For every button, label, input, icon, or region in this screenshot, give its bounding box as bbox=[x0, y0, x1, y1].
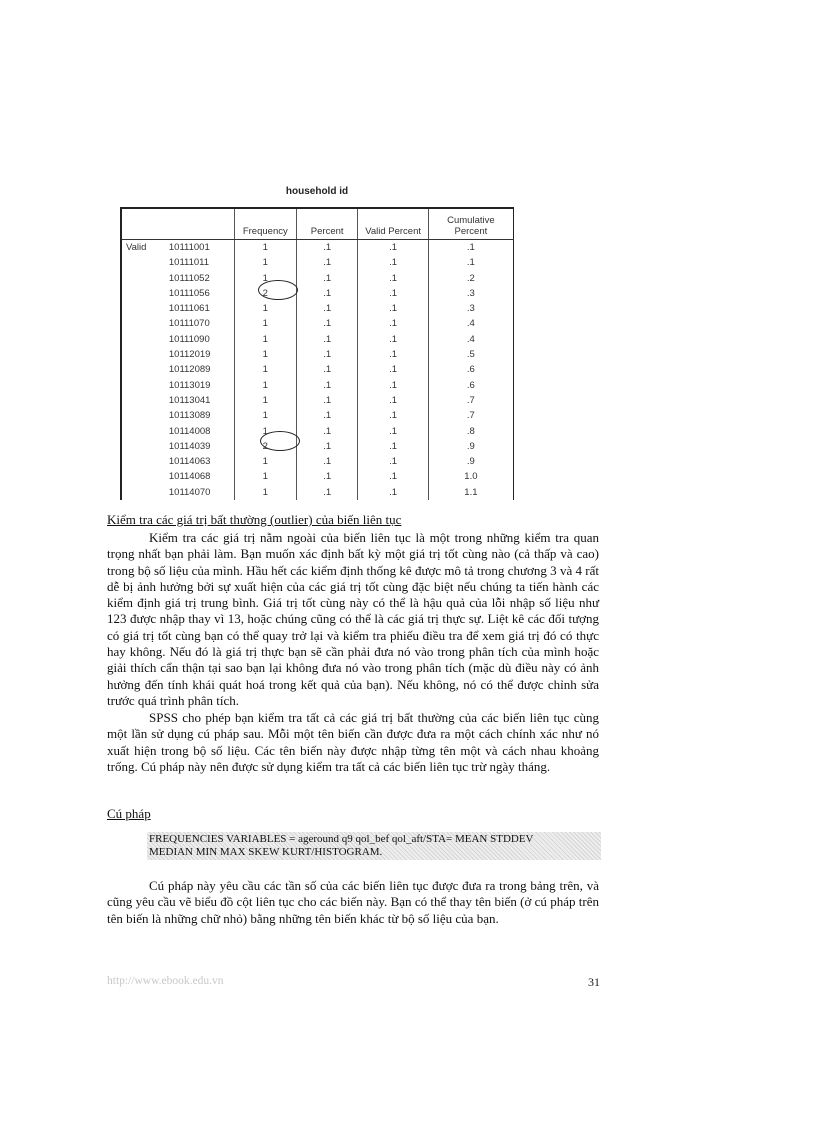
valid-percent-cell: .1 bbox=[358, 408, 428, 423]
household-id-cell: 10113041 bbox=[168, 394, 211, 406]
table-row bbox=[121, 271, 514, 286]
table-row bbox=[121, 347, 514, 362]
cumulative-percent-cell: .5 bbox=[428, 347, 513, 362]
valid-percent-cell: .1 bbox=[358, 454, 428, 469]
valid-percent-cell: .1 bbox=[358, 316, 428, 331]
cumulative-percent-cell: .3 bbox=[428, 286, 513, 301]
valid-percent-cell: .1 bbox=[358, 485, 428, 500]
household-id-cell: 10114068 bbox=[168, 471, 211, 483]
table-title: household id bbox=[285, 186, 349, 197]
footer-url: http://www.ebook.edu.vn bbox=[107, 975, 224, 987]
table-row bbox=[121, 454, 514, 469]
frequency-cell: 1 bbox=[234, 393, 296, 408]
percent-cell: .1 bbox=[296, 439, 358, 454]
frequency-cell: 1 bbox=[234, 271, 296, 286]
table-row bbox=[121, 424, 514, 439]
valid-percent-cell: .1 bbox=[358, 439, 428, 454]
circle-annotation bbox=[260, 431, 300, 451]
percent-cell: .1 bbox=[296, 454, 358, 469]
frequency-table bbox=[120, 207, 514, 500]
percent-cell: .1 bbox=[296, 362, 358, 377]
cumulative-percent-cell: .4 bbox=[428, 316, 513, 331]
row-label bbox=[121, 469, 169, 484]
percent-cell: .1 bbox=[296, 286, 358, 301]
household-id-cell: 10114008 bbox=[168, 425, 211, 437]
header-valid-percent: Valid Percent bbox=[358, 208, 428, 240]
code-line: FREQUENCIES VARIABLES = ageround q9 qol_bef qol_aft/STA= MEAN STDDEV bbox=[149, 833, 534, 845]
household-id-cell: 10114063 bbox=[168, 456, 211, 468]
row-label bbox=[121, 393, 169, 408]
frequency-cell: 1 bbox=[234, 316, 296, 331]
frequency-table-figure bbox=[120, 186, 514, 498]
valid-percent-cell: .1 bbox=[358, 301, 428, 316]
percent-cell: .1 bbox=[296, 301, 358, 316]
frequency-cell: 1 bbox=[234, 454, 296, 469]
table-row bbox=[121, 378, 514, 393]
table-row bbox=[121, 485, 514, 500]
row-label: Valid bbox=[121, 240, 169, 256]
paragraph-spss-check: SPSS cho phép bạn kiểm tra tất cả các giá trị bất thường của các biến liên tục cùng một lần sử dụng cú pháp sau. Mỗi một tên biến cần được đưa ra một cách chính xác như nó xuất hiện trong bộ số liệu. Các tên biến này được nhập từng tên một và cách nhau khoảng trống. Cú pháp này nên được sử dụng kiểm tra tất cả các biến liên tục trừ ngày tháng. bbox=[107, 710, 599, 774]
household-id-cell: 10111090 bbox=[168, 333, 210, 345]
table-row bbox=[121, 408, 514, 423]
percent-cell: .1 bbox=[296, 469, 358, 484]
frequency-cell: 1 bbox=[234, 301, 296, 316]
percent-cell: .1 bbox=[296, 271, 358, 286]
household-id-cell: 10111011 bbox=[168, 257, 210, 269]
table-row bbox=[121, 301, 514, 316]
percent-cell: .1 bbox=[296, 255, 358, 270]
row-label bbox=[121, 255, 169, 270]
table-row bbox=[121, 286, 514, 301]
percent-cell: .1 bbox=[296, 485, 358, 500]
percent-cell: .1 bbox=[296, 424, 358, 439]
paragraph-syntax-explanation: Cú pháp này yêu cầu các tần số của các biến liên tục được đưa ra trong bảng trên, và cũng yêu cầu vẽ biểu đồ cột liên tục cho các biến này. Bạn có thể thay tên biến (ở cú pháp trên tên biến là những chữ nhỏ) bằng những tên biến khác từ bộ số liệu của bạn. bbox=[107, 878, 599, 926]
percent-cell: .1 bbox=[296, 393, 358, 408]
cumulative-percent-cell: .6 bbox=[428, 378, 513, 393]
cumulative-percent-cell: .7 bbox=[428, 393, 513, 408]
valid-percent-cell: .1 bbox=[358, 271, 428, 286]
household-id-cell: 10112089 bbox=[168, 364, 211, 376]
valid-percent-cell: .1 bbox=[358, 347, 428, 362]
household-id-cell: 10111061 bbox=[168, 303, 210, 315]
cumulative-percent-cell: 1.1 bbox=[428, 485, 513, 500]
cumulative-percent-cell: .9 bbox=[428, 439, 513, 454]
frequency-cell: 1 bbox=[234, 347, 296, 362]
household-id-cell: 10114039 bbox=[168, 440, 211, 452]
syntax-code-block bbox=[147, 832, 601, 860]
row-label bbox=[121, 378, 169, 393]
cumulative-percent-cell: .6 bbox=[428, 362, 513, 377]
valid-percent-cell: .1 bbox=[358, 286, 428, 301]
table-body bbox=[121, 240, 514, 501]
row-label bbox=[121, 454, 169, 469]
valid-percent-cell: .1 bbox=[358, 332, 428, 347]
valid-percent-cell: .1 bbox=[358, 469, 428, 484]
frequency-cell: 1 bbox=[234, 469, 296, 484]
percent-cell: .1 bbox=[296, 332, 358, 347]
table-row bbox=[121, 316, 514, 331]
page-number: 31 bbox=[588, 975, 600, 989]
table-row bbox=[121, 240, 514, 256]
frequency-cell: 1 bbox=[234, 332, 296, 347]
percent-cell: .1 bbox=[296, 240, 358, 256]
household-id-cell: 10111052 bbox=[168, 272, 210, 284]
header-cumulative-percent: Cumulative Percent bbox=[428, 208, 513, 240]
frequency-cell: 1 bbox=[234, 408, 296, 423]
percent-cell: .1 bbox=[296, 378, 358, 393]
code-line: MEDIAN MIN MAX SKEW KURT/HISTOGRAM. bbox=[149, 846, 383, 858]
cumulative-percent-cell: .8 bbox=[428, 424, 513, 439]
valid-percent-cell: .1 bbox=[358, 362, 428, 377]
frequency-cell: 2 bbox=[234, 439, 296, 454]
cumulative-percent-cell: 1.0 bbox=[428, 469, 513, 484]
household-id-cell: 10111001 bbox=[168, 242, 210, 253]
table-row bbox=[121, 255, 514, 270]
frequency-cell: 2 bbox=[234, 286, 296, 301]
row-label bbox=[121, 485, 169, 500]
row-label bbox=[121, 332, 169, 347]
valid-percent-cell: .1 bbox=[358, 240, 428, 256]
household-id-cell: 10114070 bbox=[168, 486, 211, 498]
frequency-cell: 1 bbox=[234, 424, 296, 439]
valid-percent-cell: .1 bbox=[358, 393, 428, 408]
cumulative-percent-cell: .1 bbox=[428, 255, 513, 270]
frequency-cell: 1 bbox=[234, 255, 296, 270]
table-row bbox=[121, 362, 514, 377]
household-id-cell: 10111056 bbox=[168, 287, 210, 299]
household-id-cell: 10112019 bbox=[168, 349, 211, 361]
circle-annotation bbox=[258, 280, 298, 300]
cumulative-percent-cell: .3 bbox=[428, 301, 513, 316]
table-row bbox=[121, 332, 514, 347]
household-id-cell: 10113019 bbox=[168, 379, 211, 391]
table-row bbox=[121, 469, 514, 484]
cumulative-percent-cell: .2 bbox=[428, 271, 513, 286]
row-label bbox=[121, 316, 169, 331]
frequency-cell: 1 bbox=[234, 378, 296, 393]
percent-cell: .1 bbox=[296, 316, 358, 331]
cumulative-percent-cell: .7 bbox=[428, 408, 513, 423]
valid-percent-cell: .1 bbox=[358, 424, 428, 439]
cumulative-percent-cell: .1 bbox=[428, 240, 513, 256]
section-heading-outliers: Kiểm tra các giá trị bất thường (outlier) của biến liên tục bbox=[107, 512, 402, 527]
header-frequency: Frequency bbox=[234, 208, 296, 240]
frequency-cell: 1 bbox=[234, 485, 296, 500]
cumulative-percent-cell: .4 bbox=[428, 332, 513, 347]
row-label bbox=[121, 362, 169, 377]
paragraph-outliers-intro: Kiểm tra các giá trị nằm ngoài của biến liên tục là một trong những kiểm tra quan trọng nhất bạn phải làm. Bạn muốn xác định bất kỳ một giá trị tốt cùng nào (cả thấp và cao) trong bộ số liệu của mình. Hầu hết các kiểm định thống kê được mô tả trong chương 3 và 4 rất dễ bị ảnh hưởng bởi sự xuất hiện của các giá trị tốt cùng đặc biệt nếu chúng ta tiến hành các kiểm định giá trị trung bình. Giá trị tốt cùng này có thể là hậu quả của lỗi nhập số liệu như 123 được nhập thay vì 13, hoặc chúng cũng có thể là các giá trị thực sự. Liệt kê các đối tượng có giá trị tốt cùng bạn có thể quay trở lại và kiểm tra phiếu điều tra để xem giá trị đó có thực hay không. Nếu đó là giá trị thực bạn sẽ cần phải đưa nó vào trong phân tích của mình hoặc giải thích cẩn thận tại sao bạn lại không đưa nó vào trong phân tích (mặc dù điều này có ảnh hưởng đến tính khái quát hoá trong kết quả của bạn). Nếu không, nó có thể được chỉnh sửa trước quá trình phân tích. bbox=[107, 530, 599, 708]
header-percent: Percent bbox=[296, 208, 358, 240]
frequency-cell: 1 bbox=[234, 362, 296, 377]
row-label bbox=[121, 271, 169, 286]
row-label bbox=[121, 286, 169, 301]
household-id-cell: 10113089 bbox=[168, 410, 211, 422]
row-label bbox=[121, 408, 169, 423]
frequency-cell: 1 bbox=[234, 240, 296, 256]
table-row bbox=[121, 393, 514, 408]
cumulative-percent-cell: .9 bbox=[428, 454, 513, 469]
percent-cell: .1 bbox=[296, 408, 358, 423]
household-id-cell: 10111070 bbox=[168, 318, 210, 330]
row-label bbox=[121, 424, 169, 439]
section-heading-syntax: Cú pháp bbox=[107, 806, 151, 821]
row-label bbox=[121, 439, 169, 454]
valid-percent-cell: .1 bbox=[358, 378, 428, 393]
table-row bbox=[121, 439, 514, 454]
percent-cell: .1 bbox=[296, 347, 358, 362]
valid-percent-cell: .1 bbox=[358, 255, 428, 270]
row-label bbox=[121, 301, 169, 316]
row-label bbox=[121, 347, 169, 362]
